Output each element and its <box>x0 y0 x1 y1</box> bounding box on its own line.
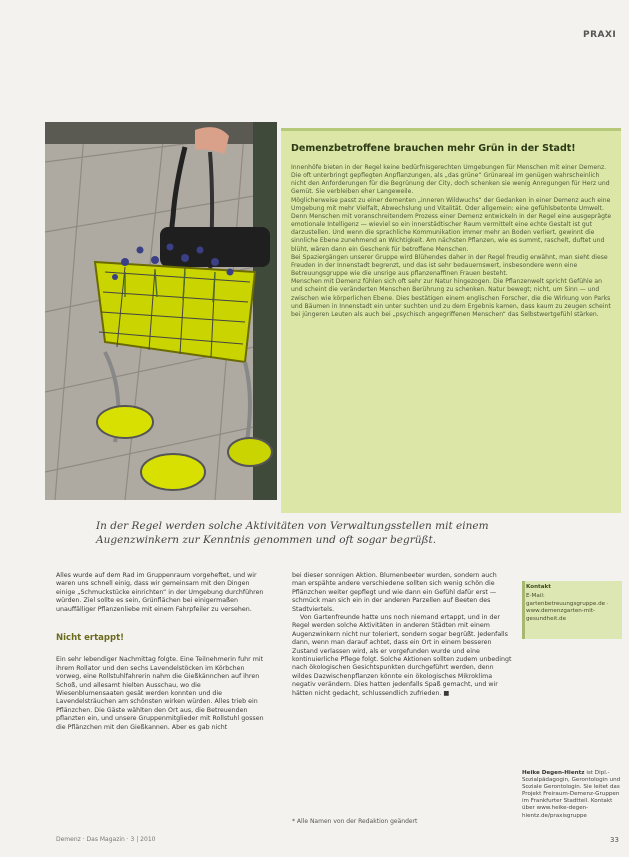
section-label: PRAXI <box>583 30 617 40</box>
contact-accent-bar <box>522 581 525 639</box>
contact-box <box>522 581 622 639</box>
author-name: Heike Degen-Hientz <box>522 770 585 776</box>
footnote: * Alle Namen von der Redaktion geändert <box>292 818 418 825</box>
page-number: 33 <box>610 836 619 844</box>
contact-title: Kontakt <box>526 584 551 590</box>
subheading: Nicht ertappt! <box>56 633 125 644</box>
info-box-paragraph: Möglicherweise passt zu einer dementen „inneren Wildwuchs“ der Gedanken in einer Demenz auch eine Umgebung mit mehr Vielfalt, Abwechslung und Vitalität. Oder allgemein: eine gefühlsbetonte Umwelt. <box>291 196 611 212</box>
photo-illustration <box>45 122 277 500</box>
rollator-flower-photo <box>45 122 277 500</box>
article-column-1 <box>56 572 266 732</box>
info-box-paragraph: Denn Menschen mit voranschreitendem Prozess einer Demenz entwickeln in der Regel eine ausgeprägte emotionale Intelligenz — wieviel so ein innerstädtischer Raum vermittelt eine echte Gestalt ist gut darzustellen. Und wenn die sprachliche Kommunikation immer mehr an Boden verliert, gewinnt die sinnliche Ebene zunehmend an Wichtigkeit. Am nächsten Pflanzen, wie es summt, raschelt, duftet und blüht, wären dann ein Geschenk für betroffene Menschen. <box>291 212 612 253</box>
article-column-2 <box>292 572 512 698</box>
body-paragraph: Von Gartenfreunde hatte uns noch niemand ertappt, und in der Regel werden solche Aktivitäten in anderen Städten mit einem Augenzwinkern nicht nur toleriert, sondern sogar begrüßt. Jedenfalls dann, wenn man darauf achtet, dass ein Ort in einem besseren Zustand verlassen wird, als er vorgefunden wurde und eine kontinuierliche Pflege folgt. Solche Aktionen sollten zudem unbedingt nach ökologischen Gesichtspunkten durchgeführt werden, denn wildes Dazwischenpflanzen könnte ein ökologisches Mikroklima negativ verändern. Dies hatten jedenfalls Spaß gemacht, und wir hätten nicht gedacht, schlussendlich zufrieden. ■ <box>292 614 512 697</box>
pull-quote: In der Regel werden solche Aktivitäten von Verwaltungsstellen mit einem Augenzwinkern zur Kenntnis genommen und oft sogar begrüßt. <box>96 520 489 546</box>
author-bio <box>522 770 622 820</box>
info-box-paragraph: Menschen mit Demenz fühlen sich oft sehr zur Natur hingezogen. Die Pflanzenwelt spricht Gefühle an und scheint die veränderten Menschen Berührung zu schenken. Natur bewegt; nicht, um Sinn — und zwischen wie körperlichen Ebene. Dies bestätigen einem englischen Forscher, die die Wirkung von Parks und Bäumen in Innenstadt ein unter suchten und zu dem Ergebnis kamen, dass kaum zu zeugen scheint bei jüngeren Leuten als auch bei „psychisch angegriffenen Menschen“ das Selbstwertgefühl stärken. <box>291 278 611 318</box>
body-paragraph: bei dieser sonnigen Aktion. Blumenbeeter wurden, sondern auch man erspähte andere verschiedene sollten sich wenig schön die Pflänzchen weiter gepflegt und wie dann ein Gefühl dafür erst — schmück man sich ein in der anderen Parzellen auf Beeten des Stadtviertels. <box>292 572 497 613</box>
info-box-title: Demenzbetroffene brauchen mehr Grün in der Stadt! <box>291 143 576 154</box>
info-box-text <box>291 164 613 319</box>
info-box <box>281 128 621 513</box>
page-footer: Demenz · Das Magazin · 3 | 2010 <box>56 836 156 843</box>
body-paragraph: Ein sehr lebendiger Nachmittag folgte. Eine Teilnehmerin fuhr mit ihrem Rollator und den sechs Lavendelstöcken im Körbchen vorweg, eine Rollstuhlfahrerin nahm die Gießkännchen auf ihren Schoß, und allesamt hielten Ausschau, wo die Wiesenblumensaaten gesät werden konnten und die Lavendelsträuchen am schönsten wirken würden. Alles trieb ein Pflänzchen. Die Gäste wählten den Ort aus, die Betreuenden pflanzten ein, und unsere Gruppenmitglieder mit Rollstuhl gossen die Pflänzchen mit den Gießkannen. Aber es gab nicht <box>56 656 264 731</box>
contact-body: E-Mail: gartenbetreuungsgruppe.de · www.demenzgarten-mit-gesundheit.de <box>526 593 609 622</box>
info-box-paragraph: Innenhöfe bieten in der Regel keine bedürfnisgerechten Umgebungen für Menschen mit einer Demenz. Die oft unterbringt gepflegten Anpflanzungen, als „das grüne“ Grünareal im genügen wahrscheinlich nicht den Anforderungen für die Begrünung der City, doch schenken sie wenig Anregungen für Herz und Gemüt. Sie verbleiben eher Langeweile. <box>291 164 610 196</box>
author-description: ist Dipl.-Sozialpädagogin, Gerontologin und Soziale Gerontologin. Sie leitet das Projekt Freiraum-Demenz-Gruppen im Frankfurter Stadtteil. Kontakt über www.heike-degen-hientz.de/praxisgruppe <box>522 770 621 819</box>
intro-paragraph: Alles wurde auf dem Rad im Gruppenraum vorgeheftet, und wir waren uns schnell einig, dass wir gemeinsam mit den Dingen einige „Schmuckstücke einrichten“ in der Umgebung durchführen würden. Ziel sollte es sein, Grünflächen bei einigermaßen unauffälliger Pflanzenliebe mit einem Fahrpfeiler zu versehen. <box>56 572 264 613</box>
info-box-paragraph: Bei Spaziergängen unserer Gruppe wird Blühendes daher in der Regel freudig erwähnt, man sieht diese Freuden in der Innenstadt begrenzt, und das ist sehr bedauernswert, insbesondere wenn eine Betreuungsgruppe wie die unsrige aus pflanzenaffinen Frauen besteht. <box>291 253 608 278</box>
